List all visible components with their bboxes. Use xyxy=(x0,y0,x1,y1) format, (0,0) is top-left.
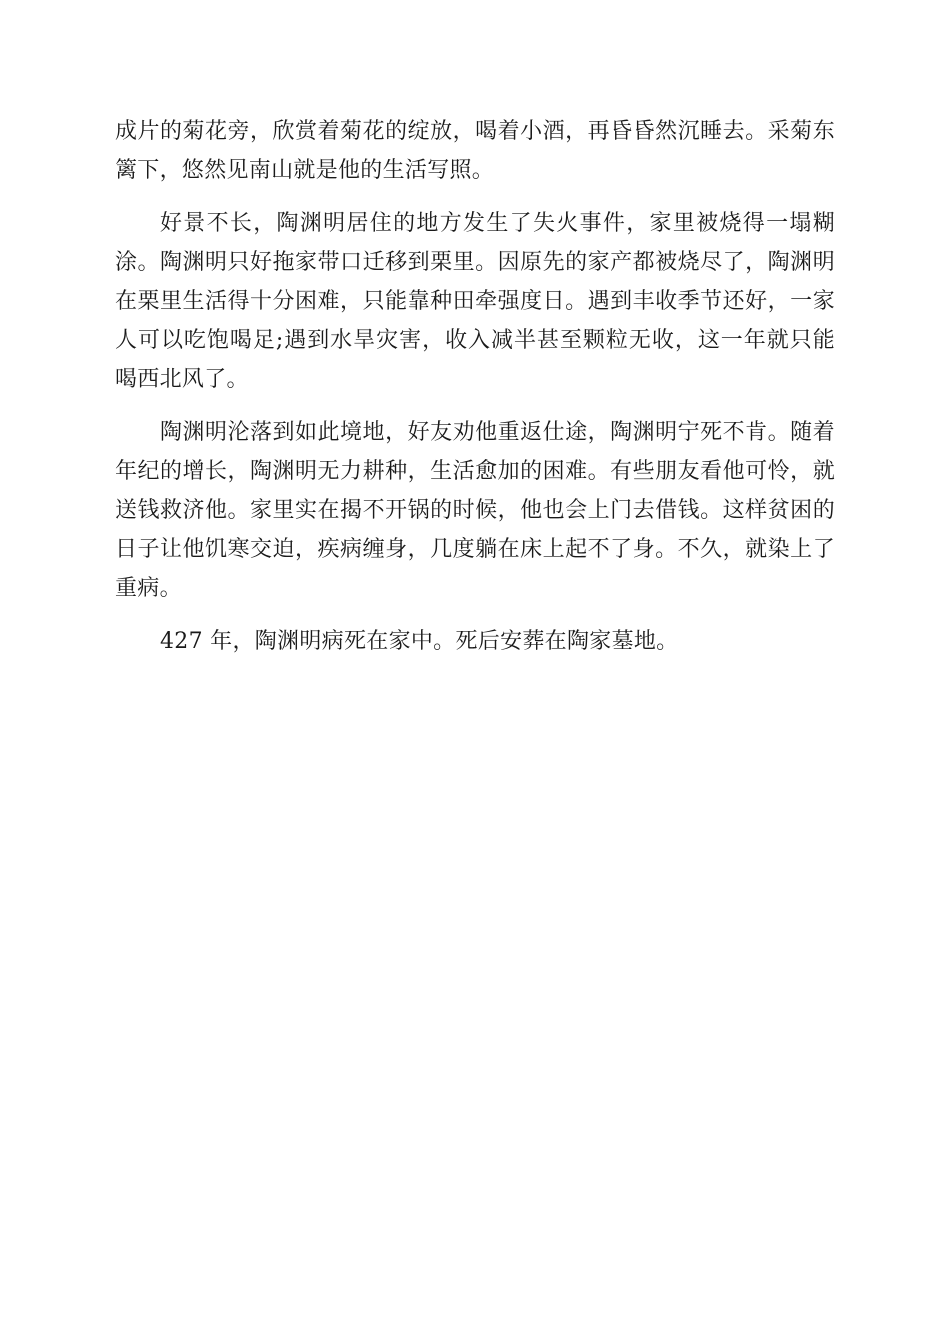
paragraph-death: 427 年，陶渊明病死在家中。死后安葬在陶家墓地。 xyxy=(160,629,679,654)
paragraph-continuation: 成片的菊花旁，欣赏着菊花的绽放，喝着小酒，再昏昏然沉睡去。采菊东篱下，悠然见南山就是他的生活写照。 xyxy=(115,119,835,183)
paragraph-poverty: 陶渊明沦落到如此境地，好友劝他重返仕途，陶渊明宁死不肯。随着年纪的增长，陶渊明无力耕种，生活愈加的困难。有些朋友看他可怜，就送钱救济他。家里实在揭不开锅的时候，他也会上门去借钱。这样贫困的日子让他饥寒交迫，疾病缠身，几度躺在床上起不了身。不久，就染上了重病。 xyxy=(115,420,835,601)
paragraph-fire-event: 好景不长，陶渊明居住的地方发生了失火事件，家里被烧得一塌糊涂。陶渊明只好拖家带口迁移到栗里。因原先的家产都被烧尽了，陶渊明在栗里生活得十分困难，只能靠种田牵强度日。遇到丰收季节还好，一家人可以吃饱喝足;遇到水旱灾害，收入减半甚至颗粒无收，这一年就只能喝西北风了。 xyxy=(115,211,835,392)
document-body xyxy=(115,112,835,675)
